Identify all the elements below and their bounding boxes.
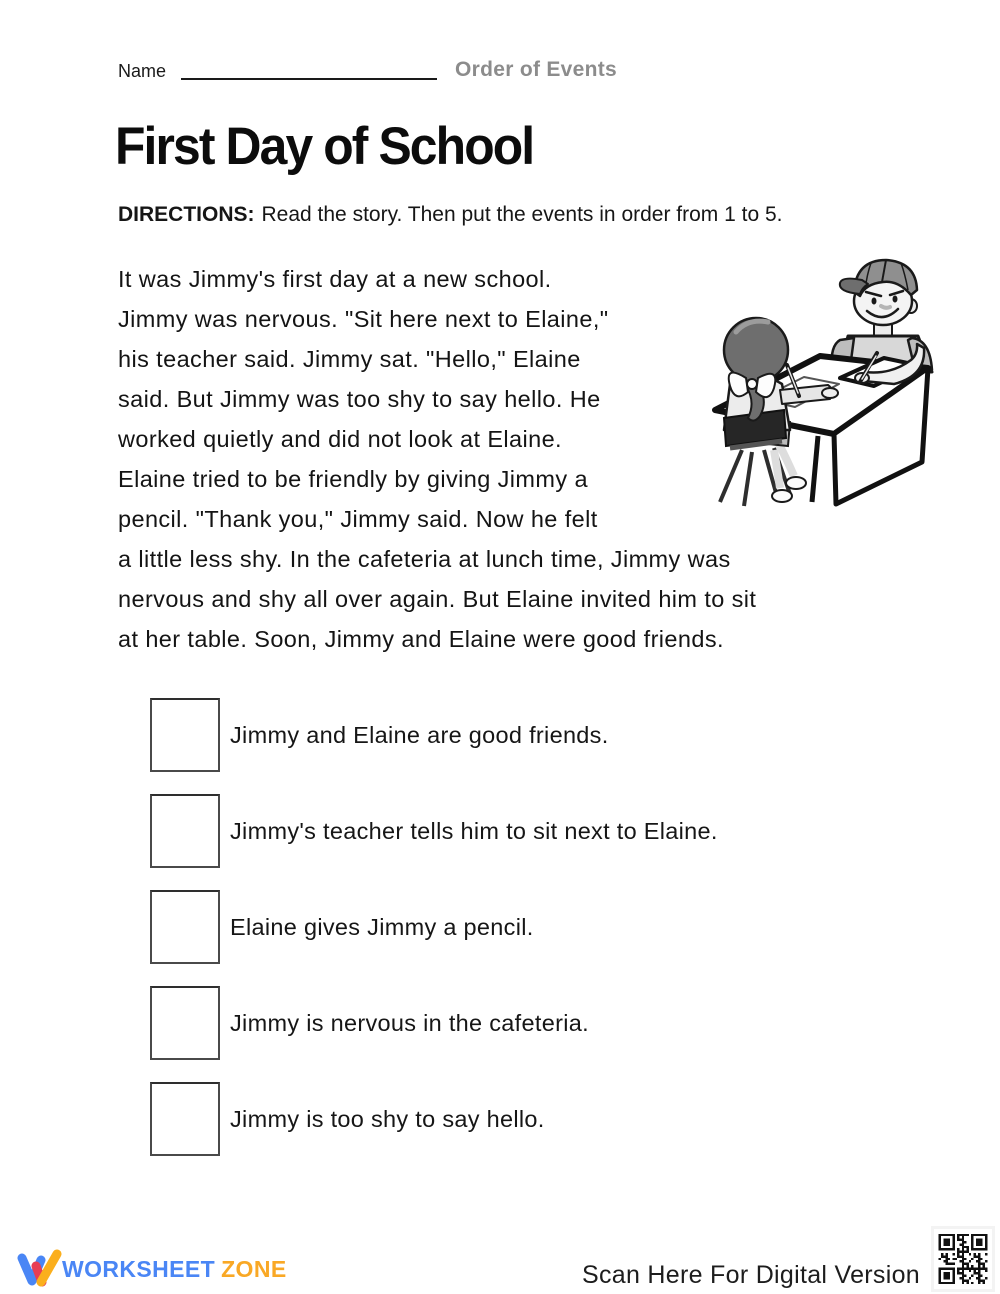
story-text (118, 259, 756, 659)
directions-text: Read the story. Then put the events in order from 1 to 5. (261, 203, 783, 226)
story-line: worked quietly and did not look at Elaine. (118, 426, 562, 452)
kids-writing-at-desk-illustration (690, 250, 1000, 520)
order-item-label: Jimmy is nervous in the cafeteria. (230, 1009, 589, 1036)
order-item-label: Jimmy is too shy to say hello. (230, 1105, 545, 1132)
order-item-label: Jimmy's teacher tells him to sit next to Elaine. (230, 817, 718, 844)
order-item-3 (150, 890, 534, 964)
logo-text-worksheet: WORKSHEET (62, 1255, 216, 1282)
story-line: said. But Jimmy was too shy to say hello. He (118, 386, 601, 412)
directions (118, 203, 783, 227)
story-line: a little less shy. In the cafeteria at lunch time, Jimmy was (118, 546, 731, 572)
name-input-line[interactable] (181, 54, 437, 80)
order-answer-box-2[interactable] (150, 794, 220, 868)
order-item-label: Jimmy and Elaine are good friends. (230, 721, 609, 748)
order-answer-box-4[interactable] (150, 986, 220, 1060)
directions-label: DIRECTIONS: (118, 203, 255, 226)
story-line: Elaine tried to be friendly by giving Jimmy a (118, 466, 588, 492)
name-label: Name (118, 61, 167, 81)
story-line: pencil. "Thank you," Jimmy said. Now he felt (118, 506, 598, 532)
story-line: Jimmy was nervous. "Sit here next to Elaine," (118, 306, 609, 332)
order-item-label: Elaine gives Jimmy a pencil. (230, 913, 534, 940)
story-line: at her table. Soon, Jimmy and Elaine were good friends. (118, 626, 724, 652)
story-line: nervous and shy all over again. But Elaine invited him to sit (118, 586, 757, 612)
story-line: It was Jimmy's first day at a new school. (118, 266, 552, 292)
worksheet-zone-logo-icon (16, 1248, 62, 1290)
qr-code (931, 1226, 995, 1292)
order-item-2 (150, 794, 718, 868)
order-item-5 (150, 1082, 545, 1156)
logo-text-zone: ZONE (221, 1255, 287, 1282)
order-item-1 (150, 698, 609, 772)
order-item-4 (150, 986, 589, 1060)
scan-here-text: Scan Here For Digital Version (581, 1261, 920, 1289)
logo-text (62, 1256, 287, 1283)
qr-code-image (934, 1229, 992, 1289)
order-answer-box-1[interactable] (150, 698, 220, 772)
order-answer-box-5[interactable] (150, 1082, 220, 1156)
story-line: his teacher said. Jimmy sat. "Hello," Elaine (118, 346, 581, 372)
page-title: First Day of School (115, 117, 534, 176)
worksheet-zone-logo (16, 1248, 287, 1290)
worksheet-type-heading: Order of Events (455, 58, 618, 81)
order-answer-box-3[interactable] (150, 890, 220, 964)
